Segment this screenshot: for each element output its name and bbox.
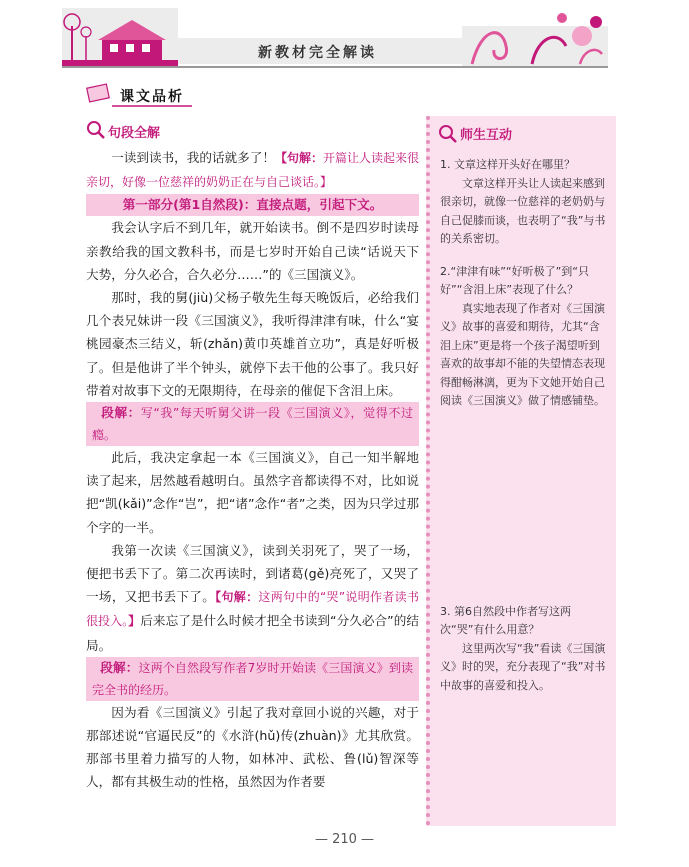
question-1: 1. 文章这样开头好在哪里？ — [440, 158, 575, 171]
p1-ann: 开篇让人读起来很亲切，好像一位慈祥的奶奶正在与自己谈话。】 — [86, 151, 419, 190]
box2-text: 写“我”每天听舅父讲一段《三国演义》，觉得不过瘾。 — [92, 406, 414, 443]
question-2: 2.“津津有味”“好听极了”到“只好”“含泪上床”表现了什么？ — [440, 264, 589, 296]
paragraph-3: 那时，我的舅(jiù)父杨子敬先生每天晚饭后，必给我们几个表兄妹讲一段《三国演义》，我听得津津有味，什么“宴桃园豪杰三结义，斩(zhǎn)黄巾英雄首立功”，真是好听极了。但是他讲了半个钟头，就停下去干他的公事了。我只好带着对故事下文的无限期待，在母亲的催促下含泪上床。 — [86, 290, 419, 398]
interaction-panel — [426, 116, 616, 826]
p1-ann-label: 【句解： — [274, 151, 323, 165]
header-divider — [62, 66, 608, 68]
p5-ann: 这两句中的“哭”说明作者读书很投入。 — [86, 590, 420, 629]
answer-1: 文章这样开头让人读起来感到很亲切，就像一位慈祥的老奶奶与自己促膝而谈，也表明了“我”与书的关系密切。 — [440, 176, 606, 245]
summary-box-3 — [86, 657, 419, 701]
qa-list — [430, 116, 616, 695]
left-heading: 句段全解 — [108, 126, 161, 141]
header-title: 新教材完全解读 — [258, 45, 377, 61]
p5b-text: 后来忘了是什么时候才把全书读到“分久必合”的结局。 — [86, 613, 419, 653]
p1-text: 一读到读书，我的话就多了！ — [111, 150, 275, 165]
swirl-decoration-icon — [462, 6, 608, 66]
p5-ann-end: 】 — [128, 614, 141, 629]
paragraph-4: 此后，我决定拿起一本《三国演义》，自己一知半解地读了起来，居然越看越明白。虽然字音都读得不对，比如说把“凯(kǎi)”念作“岂”，把“诸”念作“者”之类，因为只学过那个字的一半。 — [86, 450, 419, 535]
main-text — [86, 146, 419, 794]
box2-label: 段解： — [101, 405, 141, 421]
paragraph-2: 我会认字后不到几年，就开始读书。倒不是四岁时读母亲教给我的国文教科书，而是七岁时开始自己读“话说天下大势，分久必合，合久必分……”的《三国演义》。 — [86, 220, 419, 282]
magnifier-icon — [438, 124, 458, 144]
box3-text: 这两个自然段写作者7岁时开始读《三国演义》到读完全书的经历。 — [92, 660, 414, 697]
box1-label: 第一部分(第1自然段)： — [122, 197, 257, 213]
answer-3: 这里两次写“我”看读《三国演义》时的哭，充分表现了“我”对书中故事的喜爱和投入。 — [440, 641, 606, 692]
paragraph-6: 因为看《三国演义》引起了我对章回小说的兴趣，对于那部述说“官逼民反”的《水浒(hǔ)传(zhuàn)》尤其欣赏。那部书里着力描写的人物，如林冲、武松、鲁(lǔ)智深等人，都有其极生动的性格，虽然因为作者要 — [86, 704, 419, 790]
house-decoration-icon — [62, 8, 178, 66]
summary-box-1 — [86, 194, 419, 216]
section-title: 课文品析 — [120, 89, 184, 105]
box1-text: 直接点题，引起下文。 — [256, 197, 383, 213]
p5a-text: 我第一次读《三国演义》，读到关羽死了，哭了一场，便把书丢下了。第二次再读时，到诸葛(gě)亮死了，又哭了一场，又把书丢下了。 — [86, 542, 419, 605]
paragraph-1 — [86, 146, 419, 194]
magnifier-icon — [86, 120, 106, 140]
paragraph-5 — [86, 539, 419, 657]
p5-ann-label: 【句解： — [215, 590, 259, 605]
page-number: — 210 — — [314, 832, 375, 847]
answer-2: 真实地表现了作者对《三国演义》故事的喜爱和期待，尤其“含泪上床”更是将一个孩子渴望听到喜欢的故事却不能的失望情态表现得酣畅淋漓，更为下文她开始自己阅读《三国演义》做了情感铺垫。 — [440, 301, 605, 407]
summary-box-2 — [86, 402, 419, 446]
box3-label: 段解： — [100, 659, 139, 675]
question-3: 3. 第6自然段中作者写这两次“哭”有什么用意？ — [440, 604, 571, 636]
right-heading: 师生互动 — [460, 128, 513, 143]
